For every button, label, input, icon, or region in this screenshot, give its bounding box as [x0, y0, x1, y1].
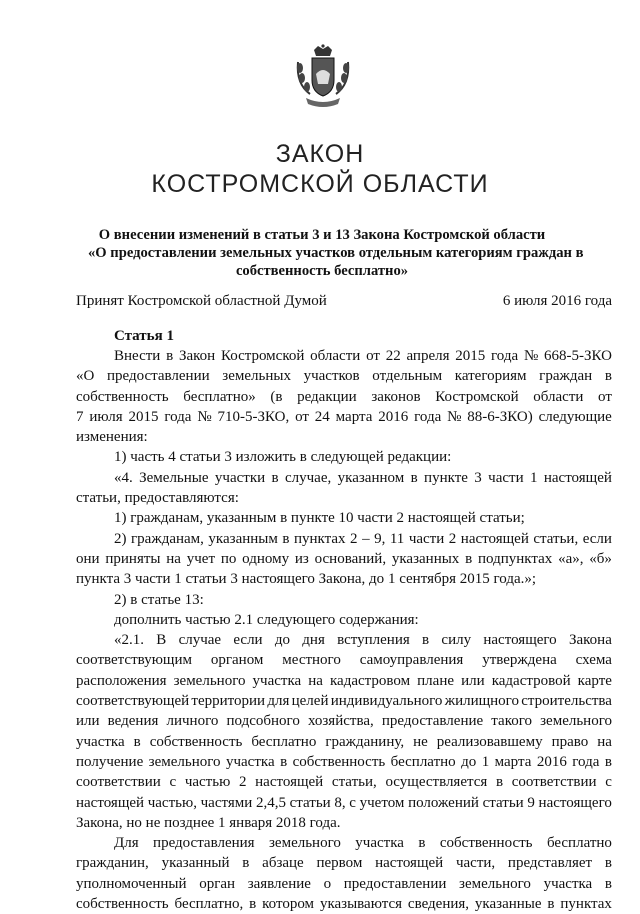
body-word: в [271, 469, 279, 486]
body-word: года. [309, 814, 341, 831]
body-word: частями [200, 794, 253, 811]
body-line [76, 691, 612, 711]
body-word: содержания: [339, 611, 419, 628]
body-word: части [408, 530, 445, 547]
body-word: в [547, 896, 555, 913]
body-word: самоуправления [359, 652, 464, 669]
body-word: изменения: [76, 429, 148, 446]
body-word: в [280, 753, 288, 770]
body-word: схема [575, 652, 612, 669]
body-word: положений [408, 794, 479, 811]
body-word: реализовавшему [436, 733, 543, 750]
body-line [76, 549, 612, 569]
article-heading: Статья 1 [114, 328, 174, 344]
body-word: до [461, 753, 477, 770]
body-word: в [604, 875, 612, 892]
body-word: бесплатно, [174, 896, 244, 913]
adoption-date: 6 июля 2016 года [502, 293, 612, 309]
body-word: орган [199, 875, 236, 892]
body-word: отдельным [372, 368, 443, 385]
body-word: статьи [289, 794, 331, 811]
body-word: предоставление [381, 713, 484, 730]
adoption-line [76, 293, 612, 310]
body-word: статьи [185, 571, 231, 588]
body-word: вступления [337, 632, 410, 649]
article-body [76, 346, 612, 914]
body-word: области [533, 388, 584, 405]
law-subject-line: собственность бесплатно» [235, 263, 409, 279]
body-word: право [551, 733, 589, 750]
body-word: 1 [387, 571, 400, 588]
body-word: части [135, 571, 175, 588]
body-word: из [294, 550, 309, 567]
body-word: статьи, [533, 530, 579, 547]
body-word: в [495, 774, 504, 791]
body-line [76, 590, 612, 610]
body-word: 3 [123, 571, 136, 588]
body-word: пунктах [560, 896, 612, 913]
body-line [76, 488, 612, 508]
body-word: участка [76, 733, 125, 750]
law-region-title: КОСТРОМСКОЙ ОБЛАСТИ [151, 170, 489, 198]
body-word: Закона, [76, 814, 127, 831]
body-word: участков [303, 368, 360, 385]
body-word: территории [191, 693, 266, 710]
body-word: статье [141, 591, 185, 608]
body-word: области [310, 348, 361, 364]
body-word: в [299, 449, 311, 466]
body-word: настоящей [460, 530, 529, 547]
body-word: участка [355, 835, 404, 852]
body-word: статьи; [479, 510, 525, 527]
body-word: – [362, 530, 370, 547]
body-word: 3 [224, 449, 236, 466]
body-word: 2 [238, 774, 247, 791]
body-word: 10 [338, 510, 358, 527]
body-word: в [242, 855, 250, 872]
body-word: земельных [222, 368, 291, 385]
body-line [76, 671, 612, 691]
body-word: (в [270, 388, 283, 405]
body-line [76, 569, 612, 589]
body-word: подпунктах [478, 550, 553, 567]
body-word: 2018 [275, 814, 310, 831]
body-word: указанный [161, 855, 230, 872]
body-word: 9 [527, 794, 535, 811]
body-word: случае, [285, 469, 332, 486]
body-word: Закона, [318, 571, 370, 588]
body-word: жилищного [444, 693, 519, 710]
body-word: в [604, 753, 612, 770]
body-word: 2.1 [234, 611, 257, 628]
body-word: 2016 [536, 753, 567, 770]
adopted-by: Принят Костромской областной Думой [76, 293, 327, 309]
law-subject-line: О внесении изменений в статьи 3 и 13 Закона Костромской области [98, 227, 546, 243]
body-line [76, 853, 612, 873]
body-word: «4. [114, 469, 133, 486]
body-word: силу [441, 632, 472, 649]
body-word: земельного [173, 672, 246, 689]
body-word: личного [166, 713, 219, 730]
body-line [76, 508, 612, 528]
body-word: 2015 [459, 571, 494, 588]
body-word: 2016 [378, 408, 409, 425]
body-word: 2) [114, 591, 131, 608]
body-word: хозяйства, [307, 713, 374, 730]
body-word: редакции [297, 388, 357, 405]
body-word: позднее [164, 814, 219, 831]
body-word: № [197, 408, 212, 425]
body-word: в [465, 550, 473, 567]
body-word: в [249, 896, 257, 913]
body-word: но [126, 814, 146, 831]
body-word: в [130, 591, 142, 608]
body-word: бесплатно [390, 753, 456, 770]
body-word: уполномоченный [76, 875, 187, 892]
body-word: собственность [76, 388, 169, 405]
body-word: 1) [114, 449, 131, 466]
body-word: кадастровой [491, 672, 571, 689]
body-word: 2 [396, 510, 408, 527]
body-word: от [366, 348, 380, 364]
body-word: получение [76, 753, 144, 770]
body-word: 2 [448, 530, 457, 547]
body-word: Закона [568, 632, 612, 649]
body-line [76, 427, 612, 447]
body-line [76, 610, 612, 630]
body-word: кадастровом [330, 672, 411, 689]
body-word: статьи [179, 449, 225, 466]
body-word: следующей [310, 449, 388, 466]
body-word: предоставлении [343, 875, 447, 892]
body-line [76, 630, 612, 650]
body-word: не [145, 814, 165, 831]
body-word: 1 [218, 814, 230, 831]
body-word: года.»; [493, 571, 537, 588]
body-word: собственность [76, 896, 169, 913]
body-line [76, 833, 612, 853]
body-word: часть [130, 449, 169, 466]
body-word: или [461, 672, 485, 689]
body-word: 22 [385, 348, 401, 364]
body-word: бесплатно» [183, 388, 256, 405]
body-word: приняты [105, 550, 161, 567]
body-word: в [418, 835, 426, 852]
body-word: 1) [114, 510, 131, 527]
body-line [76, 529, 612, 549]
body-word: соответствии [76, 774, 161, 791]
body-word: подсобного [226, 713, 300, 730]
body-word: органом [210, 652, 264, 669]
body-word: осуществляется [385, 774, 488, 791]
body-word: 2015 [455, 348, 486, 364]
body-word: указанным [208, 530, 278, 547]
body-word: указываются [319, 896, 403, 913]
body-word: или [76, 713, 100, 730]
body-word: гражданам, [130, 510, 207, 527]
body-word: «а», [558, 550, 584, 567]
body-word: 7 [76, 408, 84, 425]
body-word: индивидуального [330, 693, 443, 710]
body-word: соответствующим [76, 652, 192, 669]
body-word: до [274, 632, 290, 649]
body-word: года [414, 408, 442, 425]
body-word: «2.1. [114, 632, 144, 649]
law-subject [88, 226, 584, 280]
body-word: указанных [391, 550, 460, 567]
body-word: плане [417, 672, 455, 689]
body-word: Закон [178, 348, 216, 364]
body-line [76, 387, 612, 407]
body-word: в [280, 510, 291, 527]
body-word: 2,4,5 [255, 794, 286, 811]
body-word: участки [214, 469, 266, 486]
body-word: участка [225, 753, 275, 770]
body-word: до [369, 571, 388, 588]
body-word: с [349, 794, 356, 811]
body-word: по [220, 550, 237, 567]
body-word: Костромской [220, 348, 305, 364]
body-line [76, 468, 612, 488]
law-subject-line: «О предоставлении земельных участков отдельным категориям граждан в [88, 245, 584, 261]
body-word: они [76, 550, 100, 567]
body-word: если [582, 530, 612, 547]
body-word: собственность [149, 733, 243, 750]
body-word: в [422, 632, 430, 649]
body-word: 2 [350, 530, 358, 547]
body-line [76, 772, 612, 792]
body-word: 1 [529, 469, 538, 486]
body-word: в [604, 855, 612, 872]
body-word: статьи [482, 794, 524, 811]
body-word: сведения, [407, 896, 470, 913]
body-word: частью [184, 774, 231, 791]
body-word: года [164, 408, 192, 425]
body-word: о [323, 875, 332, 892]
body-word: статьи, [76, 490, 125, 507]
body-word: учетом [359, 794, 405, 811]
body-word: № [523, 348, 539, 364]
body-word: части [357, 510, 397, 527]
body-word: граждан [539, 368, 593, 385]
body-word: предоставлении [106, 368, 210, 385]
body-word: 88-6-ЗКО) [467, 408, 533, 425]
body-word: ведения [107, 713, 159, 730]
body-word: соответствующей [76, 693, 190, 710]
body-word: марта [335, 408, 373, 425]
body-word: на [308, 672, 323, 689]
body-word: такого [491, 713, 532, 730]
body-word: 8, [334, 794, 346, 811]
body-line [76, 447, 612, 467]
body-word: земельного [459, 875, 531, 892]
body-word: В [156, 632, 167, 649]
body-word: Внести [114, 348, 161, 364]
body-word: года [572, 753, 600, 770]
body-word: настоящей [76, 794, 145, 811]
body-word: части [488, 469, 524, 486]
body-word: 4 [168, 449, 180, 466]
body-word: настоящей [375, 855, 444, 872]
body-word: настоящего [241, 571, 319, 588]
body-word: законов [371, 388, 421, 405]
body-word: гражданин, [76, 855, 149, 872]
body-word: 1 [481, 753, 490, 770]
body-word: земельного [269, 835, 341, 852]
body-word: местного [282, 652, 341, 669]
body-word: пункта [76, 571, 124, 588]
body-line [76, 711, 612, 731]
coat-of-arms-icon [284, 44, 362, 110]
body-word: Для [114, 835, 139, 852]
body-word: следующие [538, 408, 612, 425]
body-word: случае [178, 632, 222, 649]
body-word: от [295, 408, 309, 425]
body-word: статьи, [331, 774, 377, 791]
body-line [76, 366, 612, 386]
body-word: дня [302, 632, 325, 649]
body-word: указанным [206, 510, 281, 527]
body-word: года [491, 348, 519, 364]
body-word: Костромской [435, 388, 519, 405]
body-word: 13: [184, 591, 204, 608]
body-word: настоящего [483, 632, 557, 649]
body-word: в [166, 348, 174, 364]
body-line [76, 813, 612, 833]
body-word: настоящей [543, 469, 612, 486]
body-word: следующего [256, 611, 340, 628]
body-word: № [447, 408, 462, 425]
body-word: карте [577, 672, 612, 689]
body-word: 24 [314, 408, 330, 425]
body-word: гражданам, [131, 530, 204, 547]
body-word: 2) [114, 530, 127, 547]
body-word: с [169, 774, 177, 791]
body-word: на [166, 550, 181, 567]
body-line [76, 894, 612, 914]
body-word: категориям [454, 368, 527, 385]
body-word: указанном [337, 469, 405, 486]
body-line [76, 793, 612, 813]
body-line [76, 650, 612, 670]
body-word: частью [185, 611, 235, 628]
body-word: оснований, [314, 550, 387, 567]
body-word: 3 [474, 469, 482, 486]
body-word: утверждена [482, 652, 557, 669]
body-word: заявление [247, 875, 311, 892]
body-word: 668-5-ЗКО [544, 348, 612, 364]
body-word: дополнить [114, 611, 186, 628]
body-word: части, [455, 855, 496, 872]
body-word: «б» [589, 550, 612, 567]
body-word: бесплатно [546, 835, 612, 852]
body-line [76, 752, 612, 772]
body-word: от [598, 388, 612, 405]
body-word: предоставления [153, 835, 255, 852]
body-word: января [229, 814, 276, 831]
body-word: настоящего [538, 794, 612, 811]
body-word: соответствии [511, 774, 597, 791]
body-line [76, 346, 612, 366]
body-word: в [282, 530, 290, 547]
body-word: Земельные [139, 469, 209, 486]
body-word: для [267, 693, 290, 710]
body-word: участка [252, 672, 302, 689]
body-word: редакции: [387, 449, 452, 466]
body-word: собственность [292, 753, 386, 770]
body-word: пунктах [293, 530, 346, 547]
body-word: сентября [399, 571, 460, 588]
body-line [76, 874, 612, 894]
body-word: расположения [76, 672, 167, 689]
body-word: бесплатно [251, 733, 317, 750]
body-word: котором [262, 896, 315, 913]
body-word: в [133, 733, 141, 750]
body-word: июля [89, 408, 123, 425]
body-word: с [605, 774, 612, 791]
body-word: в [604, 368, 612, 385]
body-word: 710-5-ЗКО, [217, 408, 290, 425]
law-title: ЗАКОН [275, 140, 365, 168]
body-word: участка [543, 875, 593, 892]
body-word: не [413, 733, 428, 750]
body-word: на [597, 733, 612, 750]
body-word: одному [242, 550, 290, 567]
body-word: в [410, 469, 418, 486]
body-word: 9, [374, 530, 386, 547]
body-word: строительства [521, 693, 612, 710]
body-word: первом [316, 855, 363, 872]
body-word: указанные [474, 896, 542, 913]
body-word: «О [76, 368, 95, 385]
body-word: настоящей [255, 774, 324, 791]
body-word: представляет [507, 855, 593, 872]
body-word: пункте [424, 469, 468, 486]
body-word: земельного [148, 753, 221, 770]
body-word: апреля [406, 348, 450, 364]
body-word: настоящей [407, 510, 480, 527]
body-line [76, 407, 612, 427]
body-word: изложить [235, 449, 300, 466]
body-word: 2015 [128, 408, 159, 425]
body-word: учет [186, 550, 216, 567]
body-word: если [233, 632, 263, 649]
body-word: земельного [540, 713, 612, 730]
body-word: пункте [290, 510, 339, 527]
body-word: 11 [389, 530, 405, 547]
body-word: марта [494, 753, 532, 770]
body-word: собственность [439, 835, 533, 852]
body-word: 1 [174, 571, 186, 588]
body-word: гражданину, [325, 733, 405, 750]
body-word: целей [291, 693, 329, 710]
body-word: 3 [230, 571, 242, 588]
body-word: предоставляются: [124, 490, 239, 507]
body-word: абзаце [262, 855, 304, 872]
body-line [76, 732, 612, 752]
body-word: частью, [147, 794, 197, 811]
